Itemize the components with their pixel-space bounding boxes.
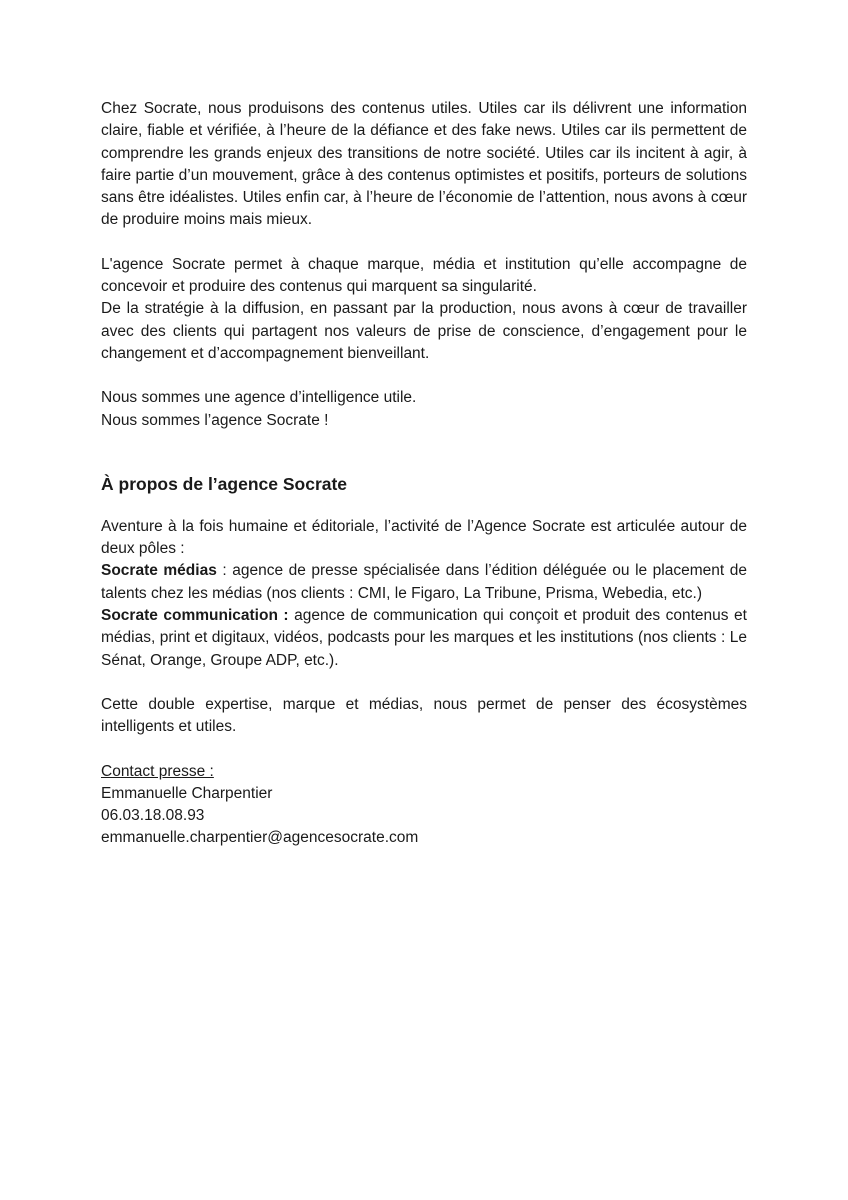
agency-paragraph: [101, 254, 747, 365]
spacer: [101, 672, 747, 694]
tagline-line-2: Nous sommes l’agence Socrate !: [101, 411, 329, 429]
medias-label: Socrate médias: [101, 562, 217, 580]
document-page: [101, 98, 747, 850]
contact-label: Contact presse :: [101, 762, 214, 780]
spacer: [101, 496, 747, 516]
about-heading: À propos de l’agence Socrate: [101, 473, 348, 494]
medias-text: : agence de presse spécialisée dans l’édition déléguée ou le placement de talents chez les médias (nos clients : CMI, le Figaro, La Tribune, Prisma, Webedia, etc.): [101, 562, 747, 602]
communication-label: Socrate communication :: [101, 607, 289, 625]
agency-paragraph-line-1: L'agence Socrate permet à chaque marque, média et institution qu’elle accompagne de concevoir et produire des contenus qui marquent sa singularité.: [101, 255, 747, 296]
about-paragraph: [101, 516, 747, 672]
press-contact: [101, 761, 747, 850]
contact-phone: 06.03.18.08.93: [101, 807, 205, 825]
contact-name: Emmanuelle Charpentier: [101, 784, 273, 802]
communication-text: agence de communication qui conçoit et produit des contenus et médias, print et digitaux, vidéos, podcasts pour les marques et les institutions (nos clients : Le Sénat, Orange, Groupe ADP, etc.).: [101, 607, 747, 669]
intro-paragraph: Chez Socrate, nous produisons des contenus utiles. Utiles car ils délivrent une information claire, fiable et vérifiée, à l’heure de la défiance et des fake news. Utiles car ils permettent de comprendre les grands enjeux des transitions de notre société. Utiles car ils incitent à agir, à faire partie d’un mouvement, grâce à des contenus optimistes et positifs, porteurs de solutions sans être idéalistes. Utiles enfin car, à l’heure de l’économie de l’attention, nous avons à cœur de produire moins mais mieux.: [101, 100, 747, 229]
tagline: [101, 387, 747, 432]
tagline-line-1: Nous sommes une agence d’intelligence utile.: [101, 389, 417, 407]
about-lead: Aventure à la fois humaine et éditoriale, l’activité de l’Agence Socrate est articulée autour de deux pôles :: [101, 517, 747, 558]
spacer: [101, 365, 747, 387]
spacer: [101, 232, 747, 254]
spacer: [101, 432, 747, 472]
spacer: [101, 739, 747, 761]
expertise-paragraph: Cette double expertise, marque et médias, nous permet de penser des écosystèmes intelligents et utiles.: [101, 695, 747, 736]
agency-paragraph-line-2: De la stratégie à la diffusion, en passant par la production, nous avons à cœur de travailler avec des clients qui partagent nos valeurs de prise de conscience, d’engagement pour le changement et d’accompagnement bienveillant.: [101, 300, 747, 362]
contact-email: emmanuelle.charpentier@agencesocrate.com: [101, 829, 419, 847]
